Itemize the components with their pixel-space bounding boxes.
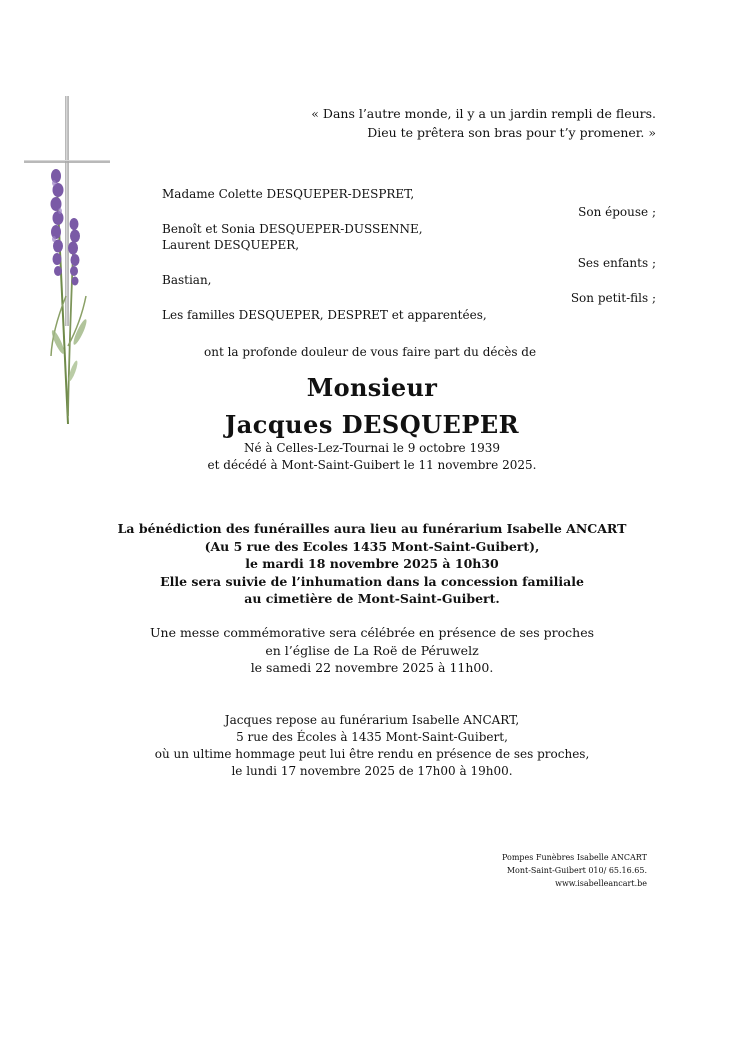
families-line: Les familles DESQUEPER, DESPRET et apparentées, — [162, 308, 487, 322]
children-role: Ses enfants ; — [577, 256, 656, 270]
spouse-name: Madame Colette DESQUEPER-DESPRET, — [162, 187, 415, 201]
grandchild-name: Bastian, — [162, 273, 212, 287]
footer-phone: Mont-Saint-Guibert 010/ 65.16.65. — [506, 866, 647, 875]
cross-icon — [24, 96, 110, 326]
grandchild-role: Son petit-fils ; — [570, 291, 656, 305]
mass-details — [0, 624, 744, 677]
spouse-role: Son épouse ; — [578, 205, 656, 219]
mass-line-2: en l’église de La Roë de Péruwelz — [265, 642, 479, 658]
visitation-line-1: Jacques repose au funérarium Isabelle ANCART, — [224, 713, 520, 727]
funeral-line-1: La bénédiction des funérailles aura lieu au funérarium Isabelle ANCART — [117, 521, 627, 536]
visitation-details — [0, 712, 744, 780]
footer-website[interactable]: www.isabelleancart.be — [555, 879, 647, 888]
funeral-line-4: Elle sera suivie de l’inhumation dans la concession familiale — [160, 573, 584, 589]
deceased-death: et décédé à Mont-Saint-Guibert le 11 novembre 2025. — [207, 458, 537, 472]
deceased-title: Monsieur — [306, 373, 438, 402]
quote-line-1: « Dans l’autre monde, il y a un jardin rempli de fleurs. — [311, 106, 656, 121]
mass-line-3: le samedi 22 novembre 2025 à 11h00. — [250, 660, 494, 675]
deceased-name: Jacques DESQUEPER — [224, 410, 520, 439]
funeral-line-2: (Au 5 rue des Ecoles 1435 Mont-Saint-Guibert), — [204, 538, 540, 554]
announcement-line: ont la profonde douleur de vous faire part du décès de — [204, 345, 537, 359]
quote-line-2: Dieu te prêtera son bras pour t’y promener. » — [367, 125, 656, 140]
children-line-1: Benoît et Sonia DESQUEPER-DUSSENNE, — [162, 222, 423, 236]
funeral-line-5: au cimetière de Mont-Saint-Guibert. — [244, 591, 500, 606]
visitation-line-2: 5 rue des Écoles à 1435 Mont-Saint-Guibert, — [236, 730, 508, 744]
footer-company: Pompes Funèbres Isabelle ANCART — [501, 853, 647, 862]
funeral-line-3: le mardi 18 novembre 2025 à 10h30 — [245, 556, 499, 571]
deceased-birth: Né à Celles-Lez-Tournai le 9 octobre 1939 — [243, 441, 501, 455]
epigraph-quote — [311, 104, 656, 142]
children-line-2: Laurent DESQUEPER, — [162, 238, 300, 252]
visitation-line-4: le lundi 17 novembre 2025 de 17h00 à 19h00. — [231, 764, 513, 778]
funeral-home-footer — [502, 851, 647, 890]
funeral-details — [0, 520, 744, 608]
mass-line-1: Une messe commémorative sera célébrée en présence de ses proches — [149, 625, 595, 640]
visitation-line-3: où un ultime hommage peut lui être rendu en présence de ses proches, — [154, 747, 590, 761]
